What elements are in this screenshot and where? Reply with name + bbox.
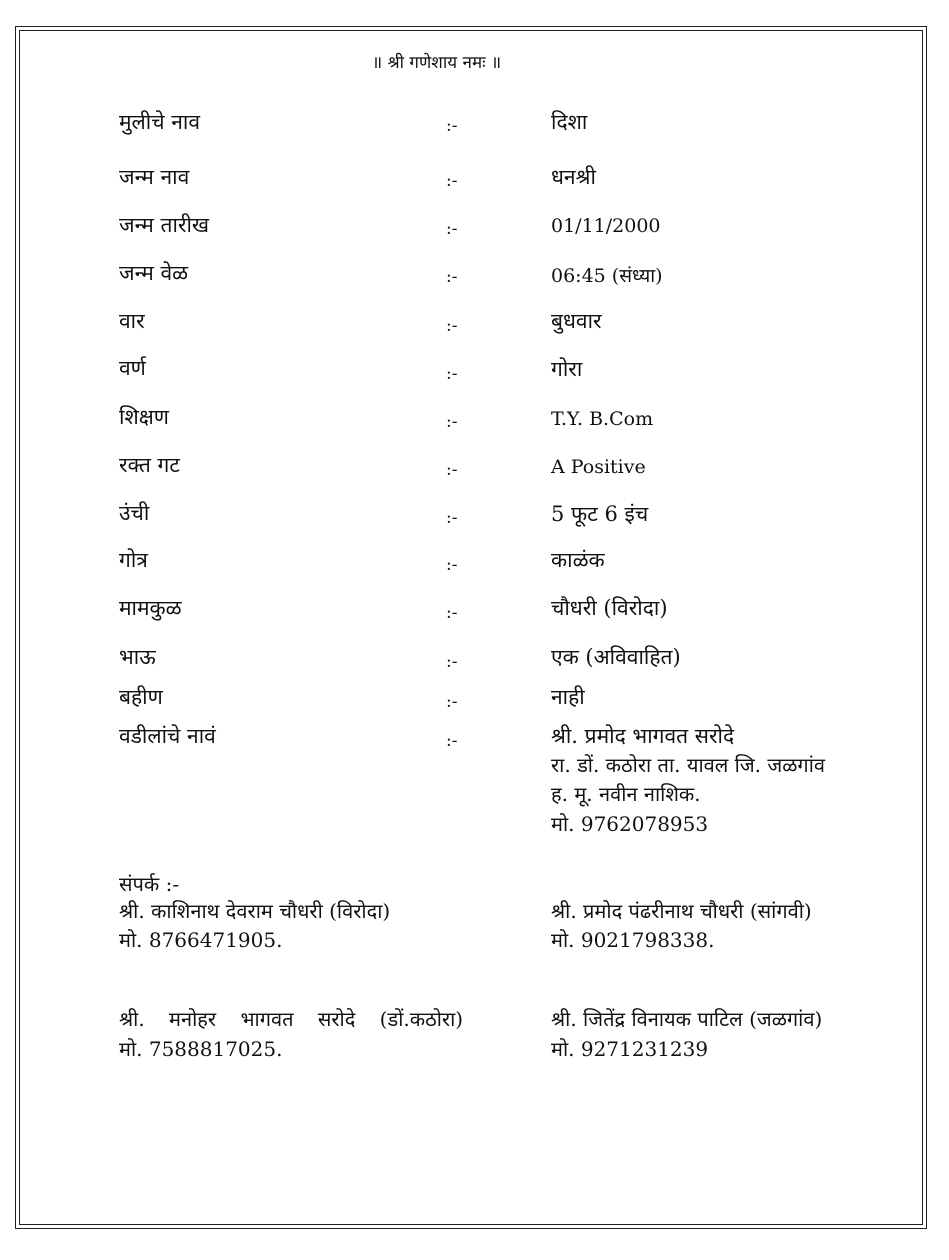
field-value: 5 फूट 6 इंच	[551, 502, 649, 526]
field-label: रक्त गट	[119, 453, 180, 477]
field-separator: :-	[446, 219, 458, 239]
field-separator: :-	[446, 364, 458, 384]
field-value: गोरा	[551, 357, 583, 381]
field-value: T.Y. B.Com	[551, 408, 654, 430]
field-label: जन्म नाव	[119, 165, 190, 189]
field-separator: :-	[446, 460, 458, 480]
field-value: धनश्री	[551, 165, 596, 189]
field-value: नाही	[551, 685, 585, 709]
field-label: मामकुळ	[119, 596, 182, 620]
field-value: 06:45 (संध्या)	[551, 265, 663, 287]
field-value: 01/11/2000	[551, 215, 661, 237]
field-separator: :-	[446, 508, 458, 528]
father-phone: मो. 9762078953	[551, 812, 709, 836]
field-value: श्री. प्रमोद भागवत सरोदे	[551, 724, 735, 748]
contact-phone: मो. 9271231239	[551, 1037, 709, 1061]
field-label: जन्म तारीख	[119, 213, 210, 237]
field-separator: :-	[446, 652, 458, 672]
contact-name: श्री. मनोहर भागवत सरोदे (डों.कठोरा)	[119, 1007, 464, 1031]
field-label: उंची	[119, 501, 150, 525]
field-separator: :-	[446, 267, 458, 287]
field-label: बहीण	[119, 685, 163, 709]
field-separator: :-	[446, 731, 458, 751]
contact-title: संपर्क :-	[119, 872, 180, 896]
field-label: वार	[119, 309, 145, 333]
contact-name: श्री. काशिनाथ देवराम चौधरी (विरोदा)	[119, 899, 391, 923]
invocation-heading: ॥ श्री गणेशाय नमः ॥	[372, 53, 502, 73]
field-label: जन्म वेळ	[119, 261, 189, 285]
field-label: मुलीचे नाव	[119, 110, 201, 134]
field-value: काळंक	[551, 548, 605, 572]
field-label: भाऊ	[119, 645, 156, 669]
field-label: वर्ण	[119, 356, 146, 380]
field-label: वडीलांचे नावं	[119, 724, 216, 748]
field-separator: :-	[446, 412, 458, 432]
field-value: A Positive	[551, 456, 646, 478]
field-value: दिशा	[551, 110, 588, 134]
field-separator: :-	[446, 171, 458, 191]
field-value: चौधरी (विरोदा)	[551, 596, 668, 620]
contact-phone: मो. 7588817025.	[119, 1037, 283, 1061]
contact-phone: मो. 9021798338.	[551, 928, 715, 952]
contact-phone: मो. 8766471905.	[119, 928, 283, 952]
field-value: बुधवार	[551, 309, 602, 333]
field-separator: :-	[446, 116, 458, 136]
contact-name: श्री. प्रमोद पंढरीनाथ चौधरी (सांगवी)	[551, 899, 812, 923]
field-separator: :-	[446, 555, 458, 575]
field-separator: :-	[446, 316, 458, 336]
field-separator: :-	[446, 603, 458, 623]
contact-name: श्री. जितेंद्र विनायक पाटिल (जळगांव)	[551, 1007, 823, 1031]
father-address-line: ह. मू. नवीन नाशिक.	[551, 782, 701, 806]
father-address-line: रा. डों. कठोरा ता. यावल जि. जळगांव	[551, 753, 825, 777]
field-value: एक (अविवाहित)	[551, 645, 681, 669]
field-label: शिक्षण	[119, 405, 169, 429]
field-separator: :-	[446, 692, 458, 712]
field-label: गोत्र	[119, 548, 148, 572]
